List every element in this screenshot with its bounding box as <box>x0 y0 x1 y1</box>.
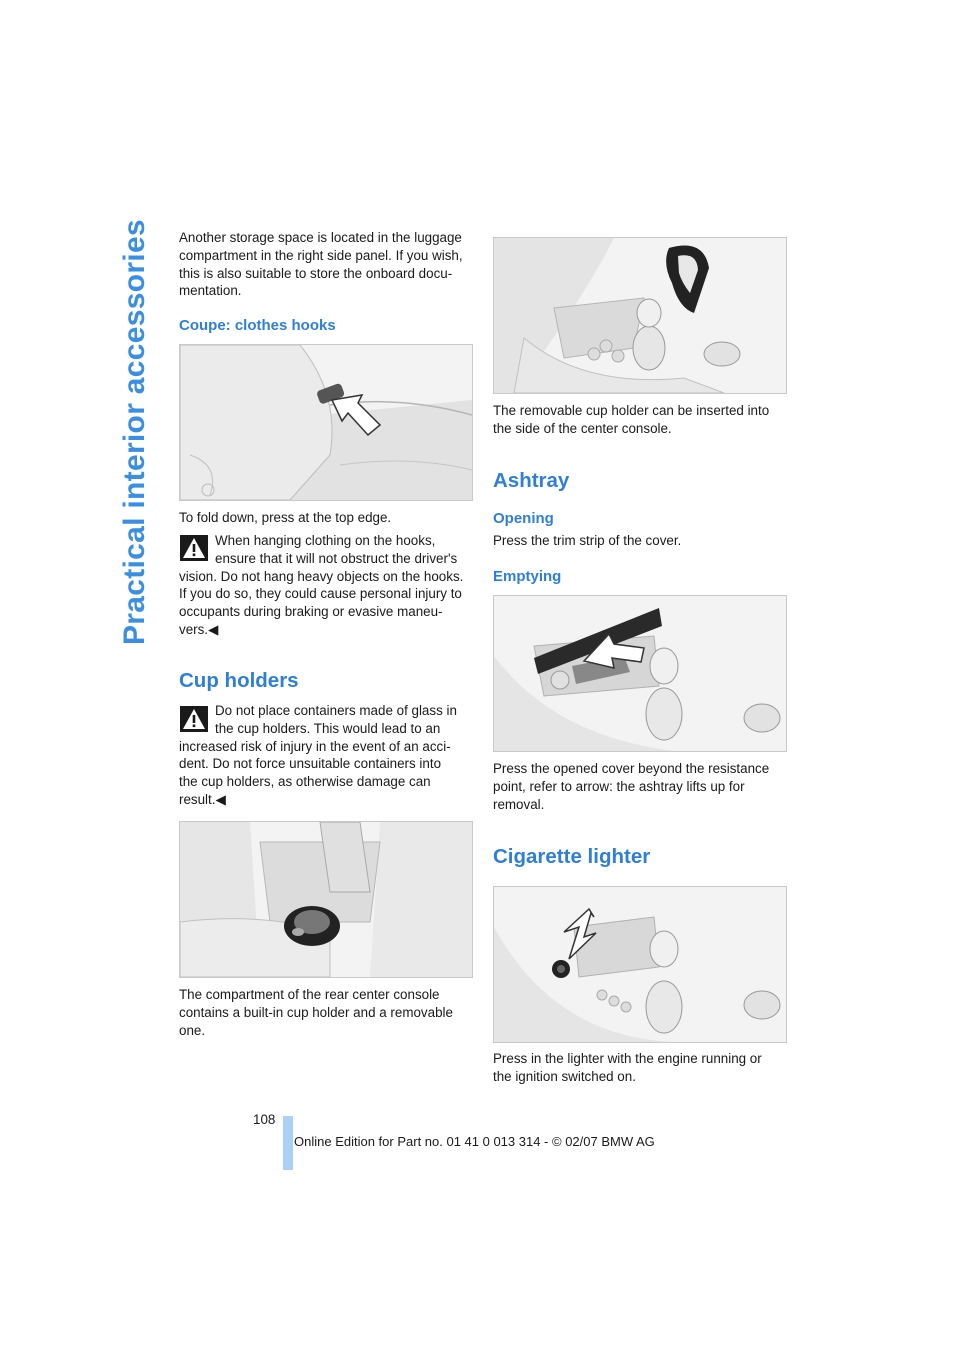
intro-line: compartment in the right side panel. If you wish, <box>179 247 463 263</box>
opening-heading: Opening <box>493 510 554 527</box>
emptying-line: point, refer to arrow: the ashtray lifts up for <box>493 778 745 794</box>
intro-line: this is also suitable to store the onboard docu- <box>179 265 453 281</box>
lighter-line: the ignition switched on. <box>493 1068 636 1084</box>
compartment-line: The compartment of the rear center console <box>179 987 440 1002</box>
warning-line: vers.◀ <box>179 621 219 637</box>
rear-cup-holder-figure <box>179 821 473 978</box>
warning-hooks-text-a <box>215 532 457 568</box>
warning-triangle-icon <box>180 706 208 732</box>
removable-line: the side of the center console. <box>493 420 672 436</box>
compartment-line: contains a built-in cup holder and a removable <box>179 1004 453 1020</box>
removable-line: The removable cup holder can be inserted into <box>493 403 770 418</box>
lighter-line: Press in the lighter with the engine running or <box>493 1051 762 1066</box>
warning-triangle-icon <box>180 535 208 561</box>
ashtray-heading: Ashtray <box>493 469 570 492</box>
emptying-heading: Emptying <box>493 568 562 585</box>
warning-glass-text-b <box>179 738 451 809</box>
emptying-line: Press the opened cover beyond the resistance <box>493 761 770 776</box>
warning-line: Do not place containers made of glass in <box>215 703 457 718</box>
removable-cup-holder-paragraph <box>493 402 769 438</box>
warning-line: result.◀ <box>179 791 226 807</box>
lighter-paragraph <box>493 1050 762 1086</box>
compartment-paragraph <box>179 986 453 1039</box>
cigarette-lighter-heading: Cigarette lighter <box>493 845 651 868</box>
fold-down-text: To fold down, press at the top edge. <box>179 510 392 525</box>
footer-edition-text: Online Edition for Part no. 01 41 0 013 314 - © 02/07 BMW AG <box>294 1134 655 1149</box>
warning-line: If you do so, they could cause personal injury to <box>179 586 462 602</box>
compartment-line: one. <box>179 1022 206 1038</box>
intro-line: mentation. <box>179 283 242 299</box>
cigarette-lighter-figure <box>493 886 787 1043</box>
warning-line: occupants during braking or evasive maneu- <box>179 604 443 620</box>
warning-line: When hanging clothing on the hooks, <box>215 533 436 548</box>
opening-text: Press the trim strip of the cover. <box>493 533 682 548</box>
cup-holders-heading: Cup holders <box>179 669 299 692</box>
warning-glass-text-a <box>215 702 457 738</box>
emptying-paragraph <box>493 760 769 813</box>
coupe-clothes-hooks-heading: Coupe: clothes hooks <box>179 317 336 334</box>
warning-line: vision. Do not hang heavy objects on the hooks. <box>179 568 464 584</box>
intro-line: Another storage space is located in the luggage <box>179 230 462 245</box>
clothes-hook-figure <box>179 344 473 501</box>
section-side-title <box>118 219 158 650</box>
emptying-line: removal. <box>493 796 545 812</box>
intro-paragraph <box>179 229 479 300</box>
warning-line: the cup holders. This would lead to an <box>215 720 441 736</box>
warning-line: ensure that it will not obstruct the driver's <box>215 550 458 566</box>
warning-line: the cup holders, as otherwise damage can <box>179 774 431 790</box>
footer-accent-bar <box>283 1116 293 1170</box>
warning-hooks-text-b <box>179 568 463 639</box>
removable-cup-holder-figure <box>493 237 787 394</box>
side-title-text: Practical interior accessories <box>118 219 151 645</box>
page-number: 108 <box>253 1112 276 1127</box>
ashtray-figure <box>493 595 787 752</box>
warning-line: increased risk of injury in the event of an acci- <box>179 738 451 754</box>
warning-line: dent. Do not force unsuitable containers into <box>179 756 442 772</box>
